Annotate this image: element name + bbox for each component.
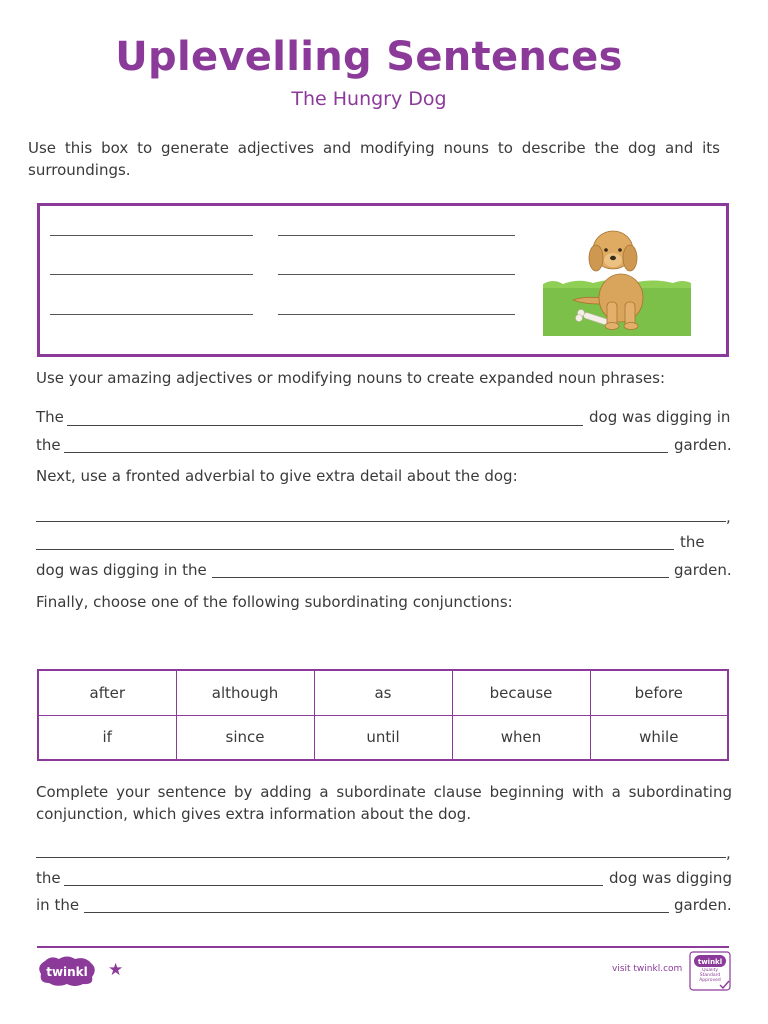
sentence2-line2-end: the: [680, 533, 705, 551]
answer-line[interactable]: [36, 521, 726, 522]
answer-line[interactable]: [64, 452, 668, 453]
conjunction-cell: after: [38, 670, 176, 715]
answer-line[interactable]: [84, 912, 669, 913]
adjective-line[interactable]: [50, 314, 253, 315]
conjunction-cell: before: [590, 670, 728, 715]
expanded-instruction: Use your amazing adjectives or modifying nouns to create expanded noun phrases:: [36, 369, 666, 387]
sentence2-line3-end: garden.: [674, 561, 732, 579]
sentence3-line2-start: the: [36, 869, 61, 887]
answer-line[interactable]: [36, 857, 726, 858]
conjunction-table: [37, 669, 729, 761]
conjunction-cell: while: [590, 715, 728, 760]
sentence3-line2-end: dog was digging: [609, 869, 732, 887]
answer-line[interactable]: [67, 425, 583, 426]
dog-illustration: [543, 228, 691, 336]
answer-line[interactable]: [64, 885, 603, 886]
sentence2-comma: ,: [726, 508, 731, 526]
twinkl-logo[interactable]: [37, 955, 97, 987]
table-row: [38, 715, 728, 760]
sentence1-end: dog was digging in: [589, 408, 731, 426]
sentence3-line3-end: garden.: [674, 896, 732, 914]
page-subtitle: The Hungry Dog: [291, 88, 447, 110]
sentence1-line2-start: the: [36, 436, 61, 454]
sentence3-comma: ,: [726, 844, 731, 862]
conjunction-cell: if: [38, 715, 176, 760]
conjunction-cell: although: [176, 670, 314, 715]
adjective-line[interactable]: [278, 235, 515, 236]
footer-divider: [37, 946, 729, 948]
svg-text:twinkl: twinkl: [697, 958, 723, 966]
conjunction-cell: because: [452, 670, 590, 715]
quality-badge: [689, 951, 731, 991]
box-instruction: Use this box to generate adjectives and modifying nouns to describe the dog and its surroundings.: [28, 139, 720, 179]
answer-line[interactable]: [36, 549, 674, 550]
answer-line[interactable]: [212, 577, 669, 578]
visit-link[interactable]: visit twinkl.com: [612, 964, 683, 974]
conjunction-cell: until: [314, 715, 452, 760]
adjective-line[interactable]: [278, 314, 515, 315]
complete-instruction: Complete your sentence by adding a subordinate clause beginning with a subordinating conjunction, which gives extra information about the dog.: [36, 783, 732, 823]
sentence3-line3-start: in the: [36, 896, 80, 914]
finally-instruction: Finally, choose one of the following subordinating conjunctions:: [36, 593, 513, 611]
sentence1-line2-end: garden.: [674, 436, 732, 454]
table-row: [38, 670, 728, 715]
page-title: Uplevelling Sentences: [115, 34, 623, 80]
sentence2-line3-start: dog was digging in the: [36, 561, 207, 579]
adjective-line[interactable]: [50, 235, 253, 236]
adjective-line[interactable]: [50, 274, 253, 275]
sentence1-start: The: [36, 408, 64, 426]
conjunction-cell: when: [452, 715, 590, 760]
conjunction-cell: as: [314, 670, 452, 715]
badge-subtitle: Quality Standard Approved: [699, 968, 721, 983]
svg-text:twinkl: twinkl: [46, 965, 88, 979]
conjunction-cell: since: [176, 715, 314, 760]
adjective-line[interactable]: [278, 274, 515, 275]
star-icon: ★: [108, 960, 124, 980]
fronted-instruction: Next, use a fronted adverbial to give extra detail about the dog:: [36, 467, 518, 485]
